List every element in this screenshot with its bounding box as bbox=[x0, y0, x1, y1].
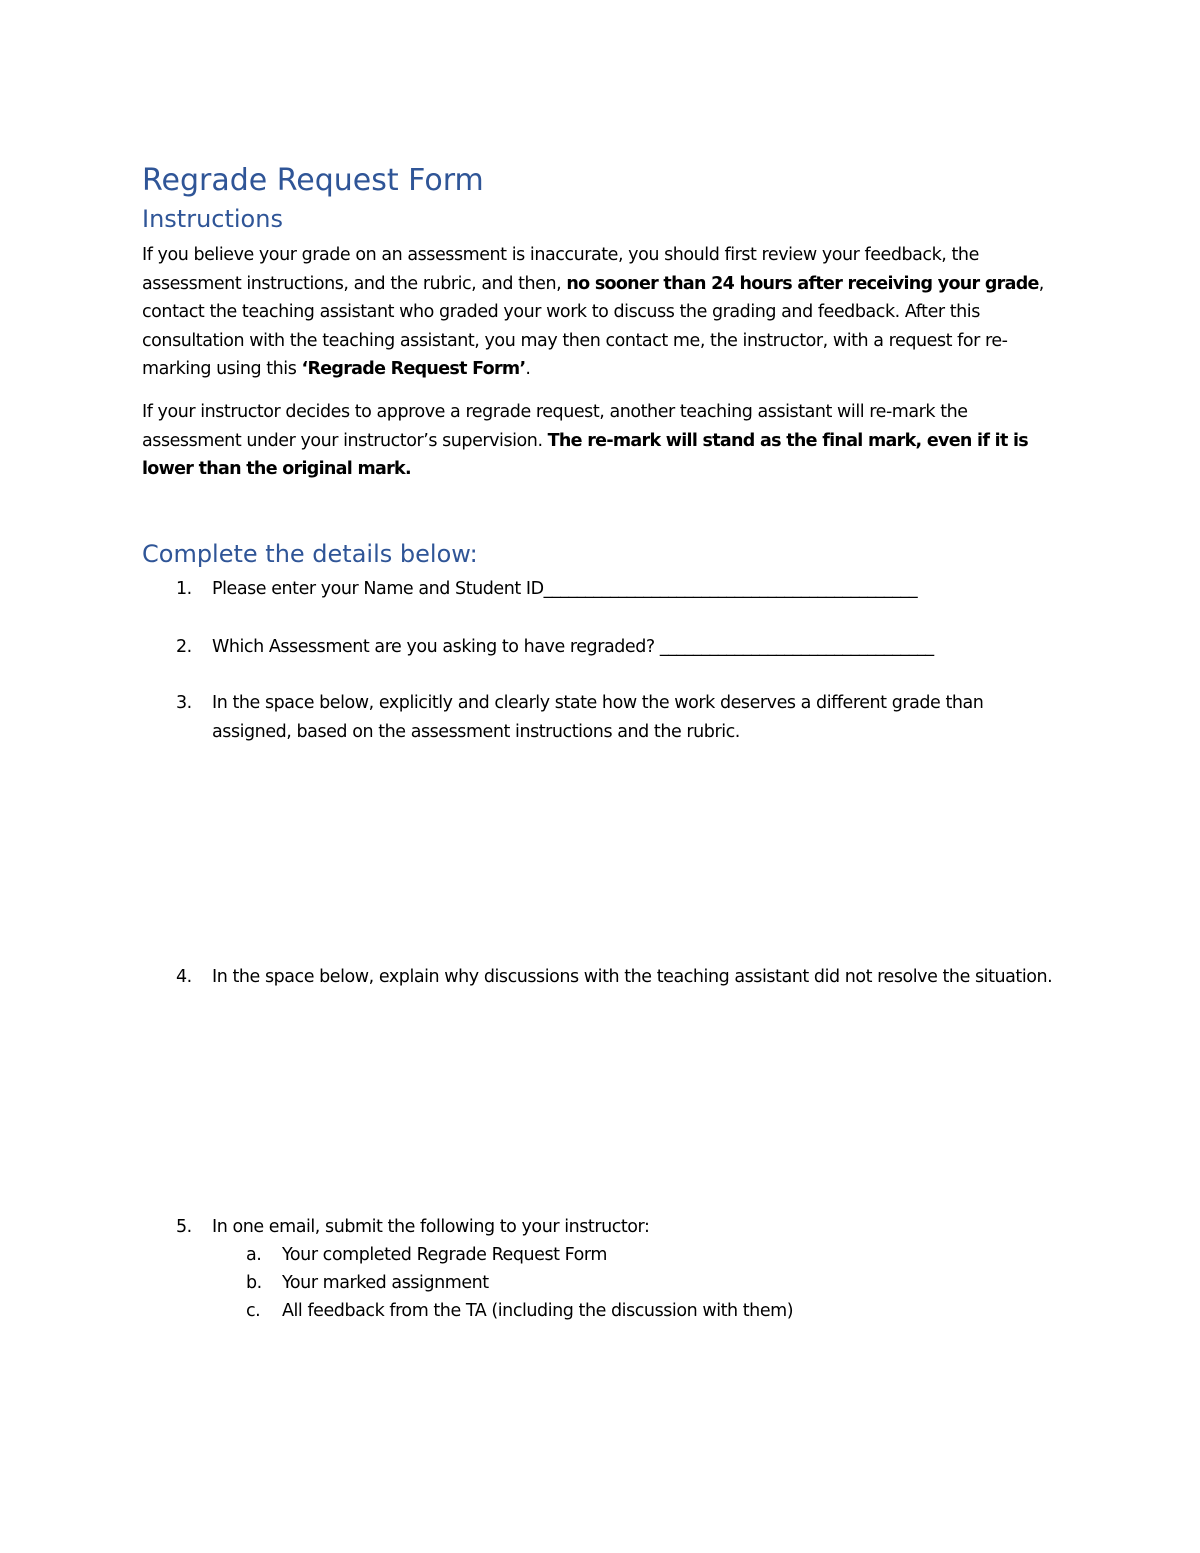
question-text: Please enter your Name and Student ID bbox=[212, 579, 544, 599]
page-title: Regrade Request Form bbox=[142, 163, 484, 198]
list-number: 2. bbox=[176, 637, 192, 657]
sublist-letter: b. bbox=[246, 1273, 262, 1293]
question-text: In the space below, explain why discussions with the teaching assistant did not resolve the situation. bbox=[212, 967, 1053, 987]
details-heading: Complete the details below: bbox=[142, 540, 478, 568]
list-number: 1. bbox=[176, 579, 192, 599]
sublist-text: Your completed Regrade Request Form bbox=[282, 1245, 607, 1265]
sublist-letter: c. bbox=[246, 1301, 261, 1321]
name-id-blank-line[interactable]: _____________________________________________ bbox=[543, 579, 918, 599]
question-text: Which Assessment are you asking to have regraded? bbox=[212, 637, 660, 657]
question-text: In the space below, explicitly and clearly state how the work deserves a different grade than assigned, based on the assessment instructions and the rubric. bbox=[212, 693, 984, 742]
list-number: 5. bbox=[176, 1217, 192, 1237]
instructions-heading: Instructions bbox=[142, 205, 283, 233]
paragraph-text: , contact the teaching assistant who graded your work to discuss the grading and feedback. After this consultation with the teaching assistant, you may then contact me, the instructor, with a request for re-marking using this bbox=[142, 273, 1044, 379]
assessment-blank-line[interactable]: _________________________________ bbox=[659, 637, 934, 657]
instructions-paragraph-2 bbox=[142, 398, 1060, 484]
list-number: 4. bbox=[176, 967, 192, 987]
list-item-text bbox=[212, 575, 1062, 604]
paragraph-bold-text: ‘Regrade Request Form’ bbox=[301, 359, 526, 379]
list-item-text bbox=[212, 633, 1062, 662]
paragraph-bold-text: no sooner than 24 hours after receiving your grade bbox=[566, 273, 1039, 294]
sublist-text: All feedback from the TA (including the discussion with them) bbox=[282, 1301, 794, 1321]
paragraph-text: If your instructor decides to approve a regrade request, another teaching assistant will re-mark the assessment under your instructor’s supervision. bbox=[142, 402, 968, 451]
paragraph-text: . bbox=[525, 359, 531, 379]
sublist-text: Your marked assignment bbox=[282, 1273, 489, 1293]
paragraph-bold-text: The re-mark will stand as the final mark, even if it is lower than the original mark. bbox=[142, 430, 1029, 479]
paragraph-text: If you believe your grade on an assessment is inaccurate, you should first review your feedback, the assessment instructions, and the rubric, and then, bbox=[142, 245, 979, 294]
list-number: 3. bbox=[176, 693, 192, 713]
question-text: In one email, submit the following to your instructor: bbox=[212, 1217, 650, 1237]
sublist-letter: a. bbox=[246, 1245, 262, 1265]
instructions-paragraph-1 bbox=[142, 241, 1060, 384]
